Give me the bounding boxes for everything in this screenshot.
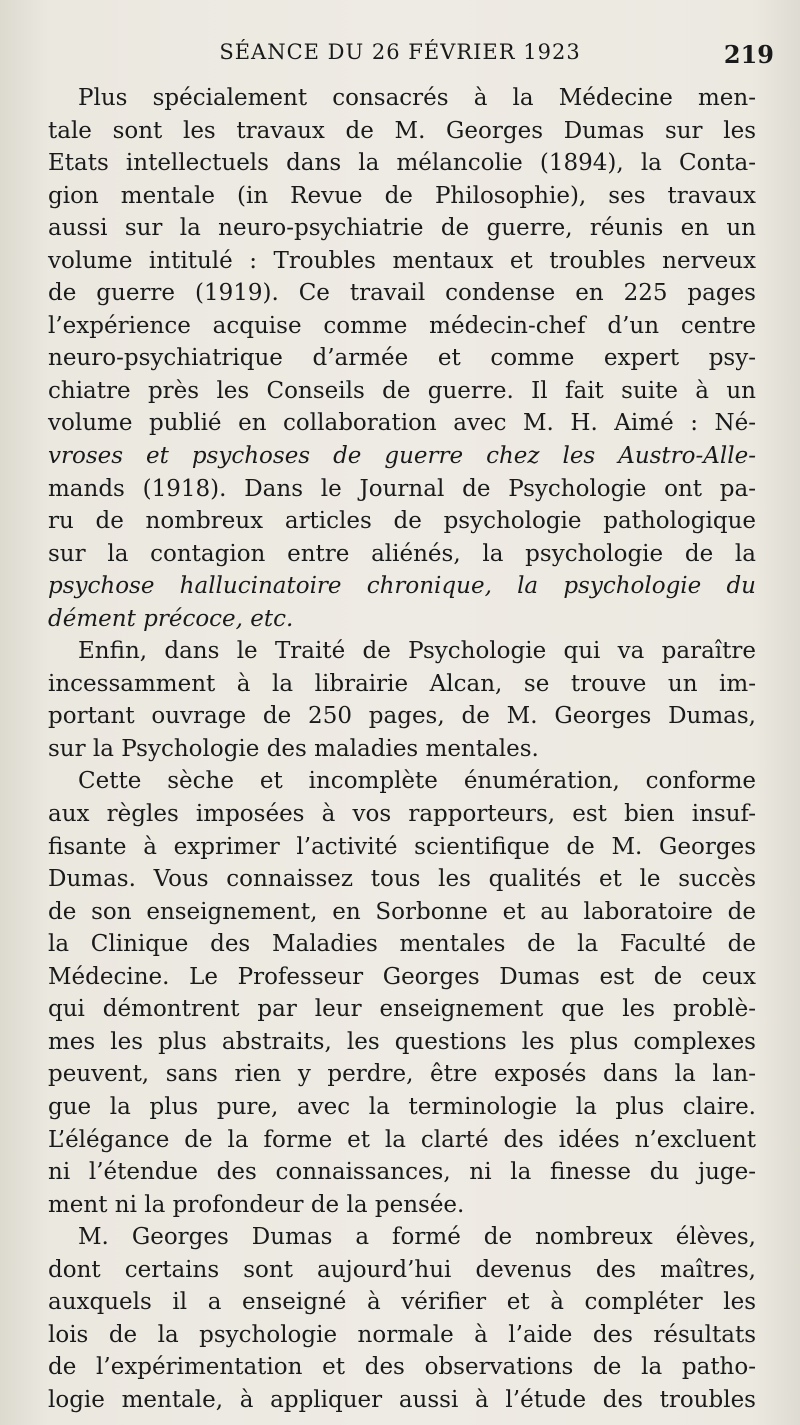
- page-number: 219: [723, 40, 774, 69]
- text-line: mes les plus abstraits, les questions les plus complexes: [48, 1028, 756, 1055]
- text-line: chiatre près les Conseils de guerre. Il fait suite à un: [48, 377, 756, 404]
- text-line: aux règles imposées à vos rapporteurs, est bien insuf-: [48, 801, 756, 828]
- text-line: lois de la psychologie normale à l’aide des résultats: [48, 1321, 756, 1348]
- text-line: logie mentale, à appliquer aussi à l’étude des troubles: [48, 1386, 756, 1413]
- text-line: sur la contagion entre aliénés, la psychologie de la: [48, 540, 756, 567]
- text-line: mands (1918). Dans le Journal de Psychologie ont pa-: [48, 475, 756, 502]
- text-line: Plus spécialement consacrés à la Médecine men-: [78, 85, 756, 111]
- text-line: dont certains sont aujourd’hui devenus des maîtres,: [48, 1256, 756, 1283]
- text-line: ni l’étendue des connaissances, ni la finesse du juge-: [48, 1159, 756, 1186]
- text-line: l’expérience acquise comme médecin-chef d’un centre: [48, 312, 756, 339]
- text-line: Dumas. Vous connaissez tous les qualités et le succès: [48, 866, 756, 893]
- running-title: SÉANCE DU 26 FÉVRIER 1923: [219, 40, 581, 64]
- text-line: L’élégance de la forme et la clarté des idées n’excluent: [48, 1126, 756, 1153]
- page-header: [0, 36, 800, 72]
- text-line: sur la Psychologie des maladies mentales.: [48, 735, 539, 762]
- text-line: psychose hallucinatoire chronique, la psychologie du: [48, 573, 756, 600]
- text-line: volume publié en collaboration avec M. H. Aimé : Né-: [48, 410, 756, 437]
- text-line: de guerre (1919). Ce travail condense en 225 pages: [48, 280, 756, 307]
- text-line: la Clinique des Maladies mentales de la Faculté de: [48, 931, 756, 958]
- text-line: vroses et psychoses de guerre chez les Austro-Alle-: [48, 443, 756, 470]
- text-line: auxquels il a enseigné à vérifier et à compléter les: [48, 1289, 756, 1316]
- text-line: ment ni la profondeur de la pensée.: [48, 1191, 465, 1218]
- text-line: Médecine. Le Professeur Georges Dumas est de ceux: [48, 963, 756, 990]
- text-line: Enfin, dans le Traité de Psychologie qui va paraître: [78, 638, 756, 665]
- text-line: aussi sur la neuro-psychiatrie de guerre, réunis en un: [48, 215, 756, 242]
- text-line: portant ouvrage de 250 pages, de M. Georges Dumas,: [48, 703, 756, 730]
- text-line: fisante à exprimer l’activité scientifique de M. Georges: [48, 833, 756, 860]
- text-line: neuro-psychiatrique d’armée et comme expert psy-: [48, 345, 756, 372]
- text-line: ru de nombreux articles de psychologie pathologique: [48, 508, 756, 535]
- text-line: dément précoce, etc.: [48, 605, 294, 632]
- text-line: incessamment à la librairie Alcan, se trouve un im-: [48, 670, 756, 697]
- text-line: Etats intellectuels dans la mélancolie (1894), la Conta-: [48, 150, 756, 177]
- text-line: gion mentale (in Revue de Philosophie), ses travaux: [48, 182, 756, 209]
- text-line: peuvent, sans rien y perdre, être exposés dans la lan-: [48, 1061, 756, 1088]
- text-line: de l’expérimentation et des observations de la patho-: [48, 1354, 756, 1381]
- text-line: Cette sèche et incomplète énumération, conforme: [78, 768, 756, 795]
- text-line: gue la plus pure, avec la terminologie la plus claire.: [48, 1093, 756, 1120]
- body-text: [48, 82, 756, 1416]
- text-line: qui démontrent par leur enseignement que les problè-: [48, 996, 756, 1023]
- text-line: volume intitulé : Troubles mentaux et troubles nerveux: [48, 247, 756, 274]
- text-line: tale sont les travaux de M. Georges Dumas sur les: [48, 117, 756, 144]
- text-line: M. Georges Dumas a formé de nombreux élèves,: [78, 1224, 756, 1251]
- text-line: de son enseignement, en Sorbonne et au laboratoire de: [48, 898, 756, 925]
